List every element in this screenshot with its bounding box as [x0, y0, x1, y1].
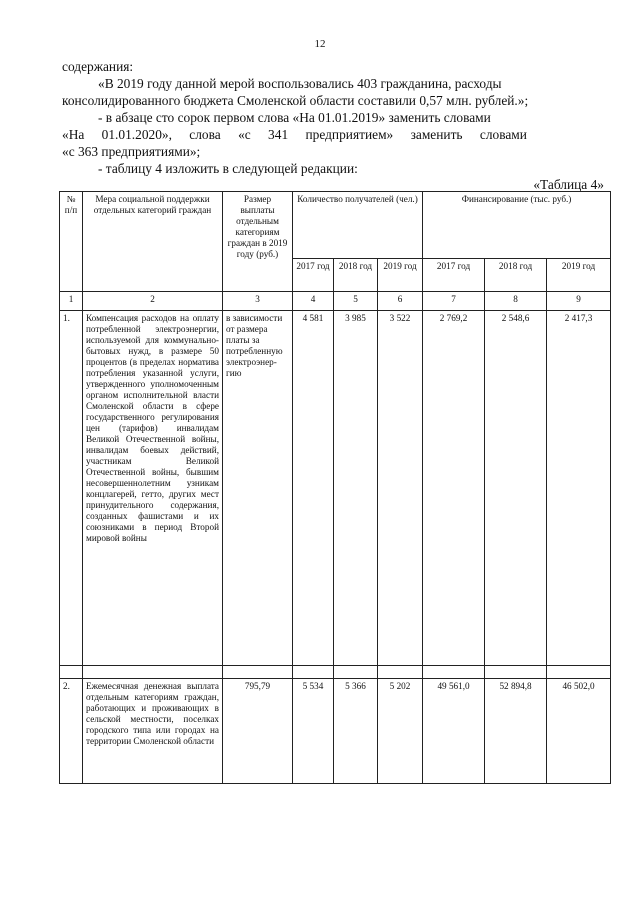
row-recipients-2018: 3 985	[334, 311, 378, 666]
separator-cell	[334, 666, 378, 679]
separator-cell	[60, 666, 83, 679]
amendment-line: «с 363 предприятиями»;	[62, 144, 201, 159]
header-year: 2017 год	[423, 259, 485, 292]
row-measure: Компенсация расходов на оплату потребленной электроэнергии, используемой для коммунально-бытовых нужд, в размере 50 процентов (в пределах норматива потребления указанной услуги, утвержденного уполномоченным органом исполнительной власти Смоленской области в сфере государственного регулирования цен (тарифов) инвалидам Великой Отечественной войны, инвалидам боевых действий, участникам Великой Отечественной войны, бывшим несовершеннолетним узникам концлагерей, гетто, других мест принудительного содержания, созданных фашистами и их союзниками в период Второй мировой войны	[83, 311, 223, 666]
row-recipients-2019: 3 522	[378, 311, 423, 666]
amendment-line: - таблицу 4 изложить в следующей редакции:	[98, 161, 358, 176]
header-year: 2017 год	[293, 259, 334, 292]
separator-cell	[378, 666, 423, 679]
separator-cell	[293, 666, 334, 679]
amendment-line: - в абзаце сто сорок первом слова «На 01.01.2019» заменить словами	[98, 110, 491, 125]
table-row	[60, 679, 611, 784]
table-caption: «Таблица 4»	[533, 177, 604, 192]
header-year: 2018 год	[334, 259, 378, 292]
separator-cell	[423, 666, 485, 679]
column-number: 3	[223, 292, 293, 311]
quote-line	[62, 75, 602, 92]
separator-cell	[547, 666, 611, 679]
paragraph-continuation: содержания:	[62, 59, 134, 74]
header-payment: Размер выплаты отдельным категориям граждан в 2019 году (руб.)	[223, 192, 293, 292]
row-recipients-2019: 5 202	[378, 679, 423, 784]
header-row	[60, 192, 611, 259]
body-text	[62, 58, 602, 177]
quote-line: консолидированного бюджета Смоленской области составили 0,57 млн. рублей.»;	[62, 93, 529, 108]
amendment-line: «На 01.01.2020», слова «с 341 предприятием» заменить словами	[62, 127, 527, 142]
column-number: 2	[83, 292, 223, 311]
row-separator	[60, 666, 611, 679]
row-financing-2017: 2 769,2	[423, 311, 485, 666]
row-recipients-2018: 5 366	[334, 679, 378, 784]
row-num: 2.	[60, 679, 83, 784]
row-recipients-2017: 4 581	[293, 311, 334, 666]
row-financing-2019: 46 502,0	[547, 679, 611, 784]
quote-line-text: «В 2019 году данной мерой воспользовались 403 гражданина, расходы	[98, 76, 502, 91]
column-number: 7	[423, 292, 485, 311]
column-number: 6	[378, 292, 423, 311]
header-year: 2018 год	[485, 259, 547, 292]
separator-cell	[83, 666, 223, 679]
column-number: 1	[60, 292, 83, 311]
row-financing-2019: 2 417,3	[547, 311, 611, 666]
row-num: 1.	[60, 311, 83, 666]
column-number: 4	[293, 292, 334, 311]
header-financing: Финансирование (тыс. руб.)	[423, 192, 611, 259]
header-measure: Мера социальной поддержки отдельных категорий граждан	[83, 192, 223, 292]
header-num: № п/п	[60, 192, 83, 292]
row-payment: 795,79	[223, 679, 293, 784]
column-number: 8	[485, 292, 547, 311]
row-recipients-2017: 5 534	[293, 679, 334, 784]
header-recipients: Количество получателей (чел.)	[293, 192, 423, 259]
row-financing-2018: 52 894,8	[485, 679, 547, 784]
header-year: 2019 год	[547, 259, 611, 292]
table-row	[60, 311, 611, 666]
header-year: 2019 год	[378, 259, 423, 292]
row-payment: в зависимости от размера платы за потребленную электроэнер-гию	[223, 311, 293, 666]
row-financing-2018: 2 548,6	[485, 311, 547, 666]
row-measure: Ежемесячная денежная выплата отдельным категориям граждан, работающих и проживающих в сельской местности, поселках городского типа или городах на территории Смоленской области	[83, 679, 223, 784]
page-number: 12	[314, 38, 326, 50]
column-number-row	[60, 292, 611, 311]
row-financing-2017: 49 561,0	[423, 679, 485, 784]
column-number: 5	[334, 292, 378, 311]
separator-cell	[485, 666, 547, 679]
column-number: 9	[547, 292, 611, 311]
separator-cell	[223, 666, 293, 679]
table-4	[59, 191, 611, 784]
